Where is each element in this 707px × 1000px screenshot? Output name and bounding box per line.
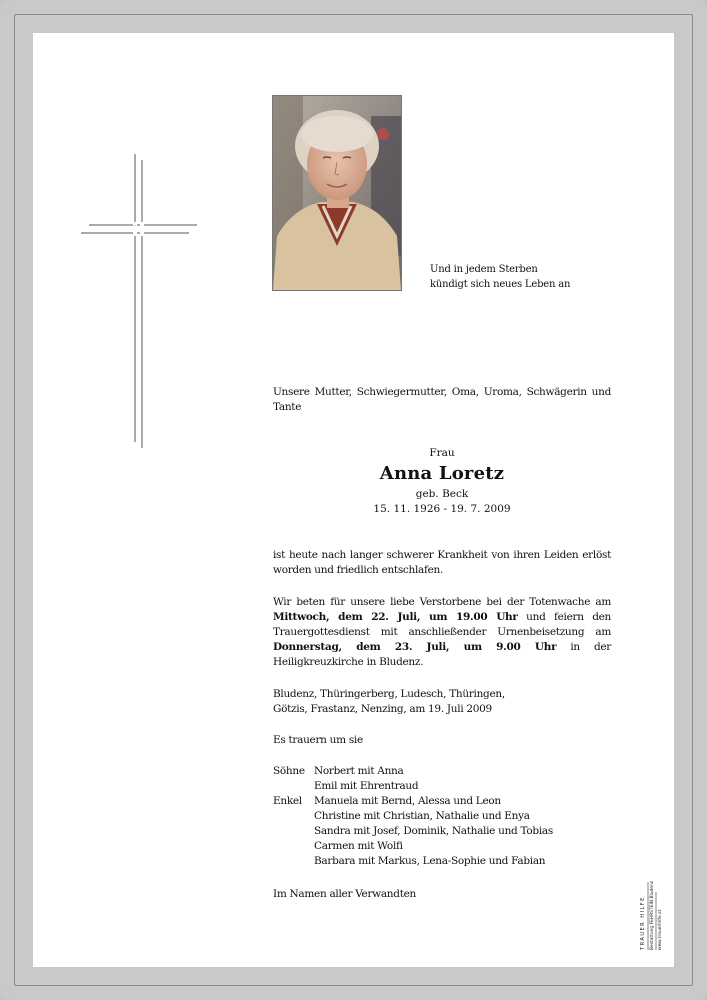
service-text-3: in der Heiligkreuzkirche in Bludenz.	[273, 641, 611, 668]
family-value: Sandra mit Josef, Dominik, Nathalie und Tobias	[314, 825, 553, 837]
family-value: Christine mit Christian, Nathalie und Enya	[314, 810, 530, 822]
family-label	[273, 824, 314, 839]
cross-icon	[79, 152, 199, 452]
family-label: Enkel	[273, 795, 302, 807]
place-date-line-2: Götzis, Frastanz, Nenzing, am 19. Juli 2009	[273, 703, 492, 715]
family-value: Norbert mit Anna	[314, 765, 404, 777]
family-row	[273, 824, 611, 839]
place-date-line-1: Bludenz, Thüringerberg, Ludesch, Thüringen,	[273, 688, 505, 700]
place-date	[273, 687, 611, 717]
portrait-photo	[272, 95, 402, 291]
wake-date: Mittwoch, dem 22. Juli, um 19.00 Uhr	[273, 611, 518, 623]
family-value: Barbara mit Markus, Lena-Sophie und Fabian	[314, 855, 546, 867]
family-value: Emil mit Ehrentraud	[314, 780, 419, 792]
life-dates: 15. 11. 1926 - 19. 7. 2009	[373, 503, 511, 515]
service-text-2: und feiern den Trauergottesdienst mit anschließender Urnenbeisetzung am	[273, 611, 611, 638]
family-row	[273, 779, 611, 794]
family-label	[273, 779, 314, 794]
motto-line-2: kündigt sich neues Leben an	[430, 279, 571, 290]
closing-text: Im Namen aller Verwandten	[273, 888, 416, 900]
service-text-1: Wir beten für unsere liebe Verstorbene bei der Totenwache am	[273, 596, 611, 608]
logo-line-3: www.trauerhilfe.at	[658, 909, 663, 950]
service-text	[273, 595, 611, 670]
family-row	[273, 794, 611, 809]
logo-line-2: Bestattung FEHRSTEIN Bludenz	[650, 880, 655, 950]
family-label	[273, 854, 314, 869]
funeral-date: Donnerstag, dem 23. Juli, um 9.00 Uhr	[273, 641, 557, 653]
family-row	[273, 809, 611, 824]
motto	[430, 262, 570, 292]
passing-text: ist heute nach langer schwerer Krankheit von ihren Leiden erlöst worden und friedlich entschlafen.	[273, 549, 611, 576]
family-list	[273, 764, 611, 869]
family-value: Manuela mit Bernd, Alessa und Leon	[314, 795, 501, 807]
family-row	[273, 839, 611, 854]
birth-name: geb. Beck	[415, 488, 469, 500]
family-row	[273, 854, 611, 869]
mourners-intro: Es trauern um sie	[273, 734, 363, 746]
intro-text: Unsere Mutter, Schwiegermutter, Oma, Uroma, Schwägerin und Tante	[273, 386, 611, 413]
motto-line-1: Und in jedem Sterben	[430, 264, 538, 275]
family-row	[273, 764, 611, 779]
family-label	[273, 839, 314, 854]
deceased-name: Anna Loretz	[379, 463, 505, 484]
funeral-home-logo	[632, 852, 672, 952]
logo-line-1: TRAUER HILFE	[640, 896, 646, 950]
salutation: Frau	[429, 447, 455, 459]
family-label: Söhne	[273, 765, 305, 777]
family-label	[273, 809, 314, 824]
family-value: Carmen mit Wolfi	[314, 840, 403, 852]
